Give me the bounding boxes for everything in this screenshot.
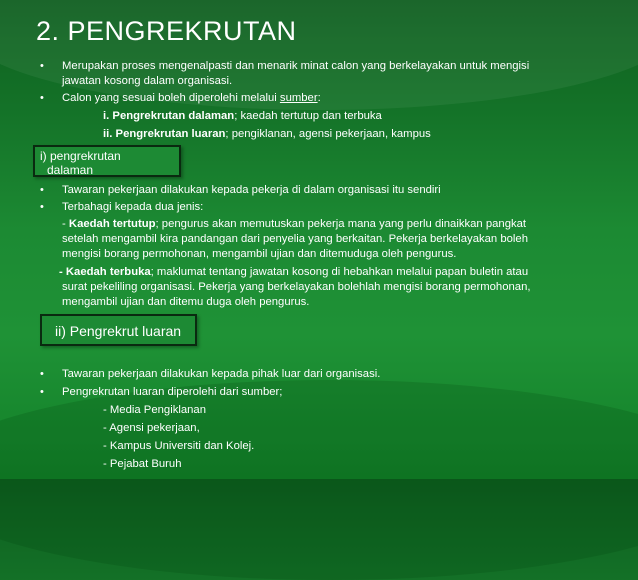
dalaman-bullet-2: Terbahagi kepada dua jenis: (62, 201, 204, 213)
kaedah-terbuka-line-1 (59, 265, 528, 280)
sumber-link[interactable]: sumber (279, 92, 318, 104)
bullet-marker: • (40, 184, 44, 196)
intro-bullet-2 (62, 91, 321, 106)
kaedah-terbuka-text: ; maklumat tentang jawatan kosong di hebahkan melalui papan buletin atau (150, 266, 529, 278)
intro-bullet-1-line-2: jawatan kosong dalam organisasi. (62, 75, 233, 87)
source-item-agensi: - Agensi pekerjaan, (103, 422, 200, 434)
source-item-pejabat-buruh: - Pejabat Buruh (103, 458, 182, 470)
kaedah-tertutup-label: Kaedah tertutup (68, 218, 156, 230)
source-item-media: - Media Pengiklanan (103, 404, 206, 416)
sub-item-dalaman (103, 109, 382, 124)
kaedah-terbuka-label: - Kaedah terbuka (59, 266, 151, 278)
kaedah-tertutup-dash: - (62, 218, 69, 230)
sub-item-dalaman-desc: ; kaedah tertutup dan terbuka (234, 110, 382, 122)
sub-item-dalaman-label: i. Pengrekrutan dalaman (103, 110, 235, 122)
kaedah-tertutup-line-3: mengisi borang permohonan, mengambil ujian dan ditemuduga oleh pengurus. (62, 248, 457, 260)
luaran-bullet-1: Tawaran pekerjaan dilakukan kepada pihak luar dari organisasi. (62, 368, 381, 380)
kaedah-terbuka-line-3: mengambil ujian dan ditemu duga oleh pengurus. (62, 296, 310, 308)
kaedah-tertutup-line-1 (62, 217, 526, 232)
kaedah-terbuka-line-2: surat pekeliling organisasi. Pekerja yang berkelayakan bolehlah mengisi borang permohonan, (62, 281, 531, 293)
sub-item-luaran-label: ii. Pengrekrutan luaran (103, 128, 226, 140)
intro-bullet-1-line-1: Merupakan proses mengenalpasti dan menarik minat calon yang berkelayakan untuk mengisi (62, 60, 530, 72)
sub-item-luaran-desc: ; pengiklanan, agensi pekerjaan, kampus (225, 128, 431, 140)
kaedah-tertutup-text: ; pengurus akan memutuskan pekerja mana yang perlu dinaikkan pangkat (155, 218, 527, 230)
kaedah-tertutup-line-2: setelah mengambil kira pandangan dari penyelia yang berkaitan. Pekerja berkelayakan boleh (62, 233, 528, 245)
bullet-marker: • (40, 92, 44, 104)
intro-bullet-2-colon: : (317, 92, 321, 104)
section-box-dalaman-line-2: dalaman (47, 163, 94, 177)
section-box-dalaman-line-1: i) pengrekrutan (40, 149, 121, 163)
dalaman-bullet-1: Tawaran pekerjaan dilakukan kepada pekerja di dalam organisasi itu sendiri (62, 184, 441, 196)
sub-item-luaran (103, 127, 431, 142)
luaran-bullet-2: Pengrekrutan luaran diperolehi dari sumber; (62, 386, 283, 398)
intro-bullet-2-text: Calon yang sesuai boleh diperolehi melalui (62, 92, 280, 104)
section-box-luaran-label: ii) Pengrekrut luaran (55, 323, 182, 339)
background-wave-bottom (0, 380, 638, 580)
source-item-kampus: - Kampus Universiti dan Kolej. (103, 440, 255, 452)
bullet-marker: • (40, 60, 44, 72)
bullet-marker: • (40, 368, 44, 380)
bullet-marker: • (40, 386, 44, 398)
section-box-dalaman (33, 145, 181, 177)
bullet-marker: • (40, 201, 44, 213)
section-box-luaran (40, 314, 197, 346)
slide-title: 2. PENGREKRUTAN (36, 16, 297, 46)
